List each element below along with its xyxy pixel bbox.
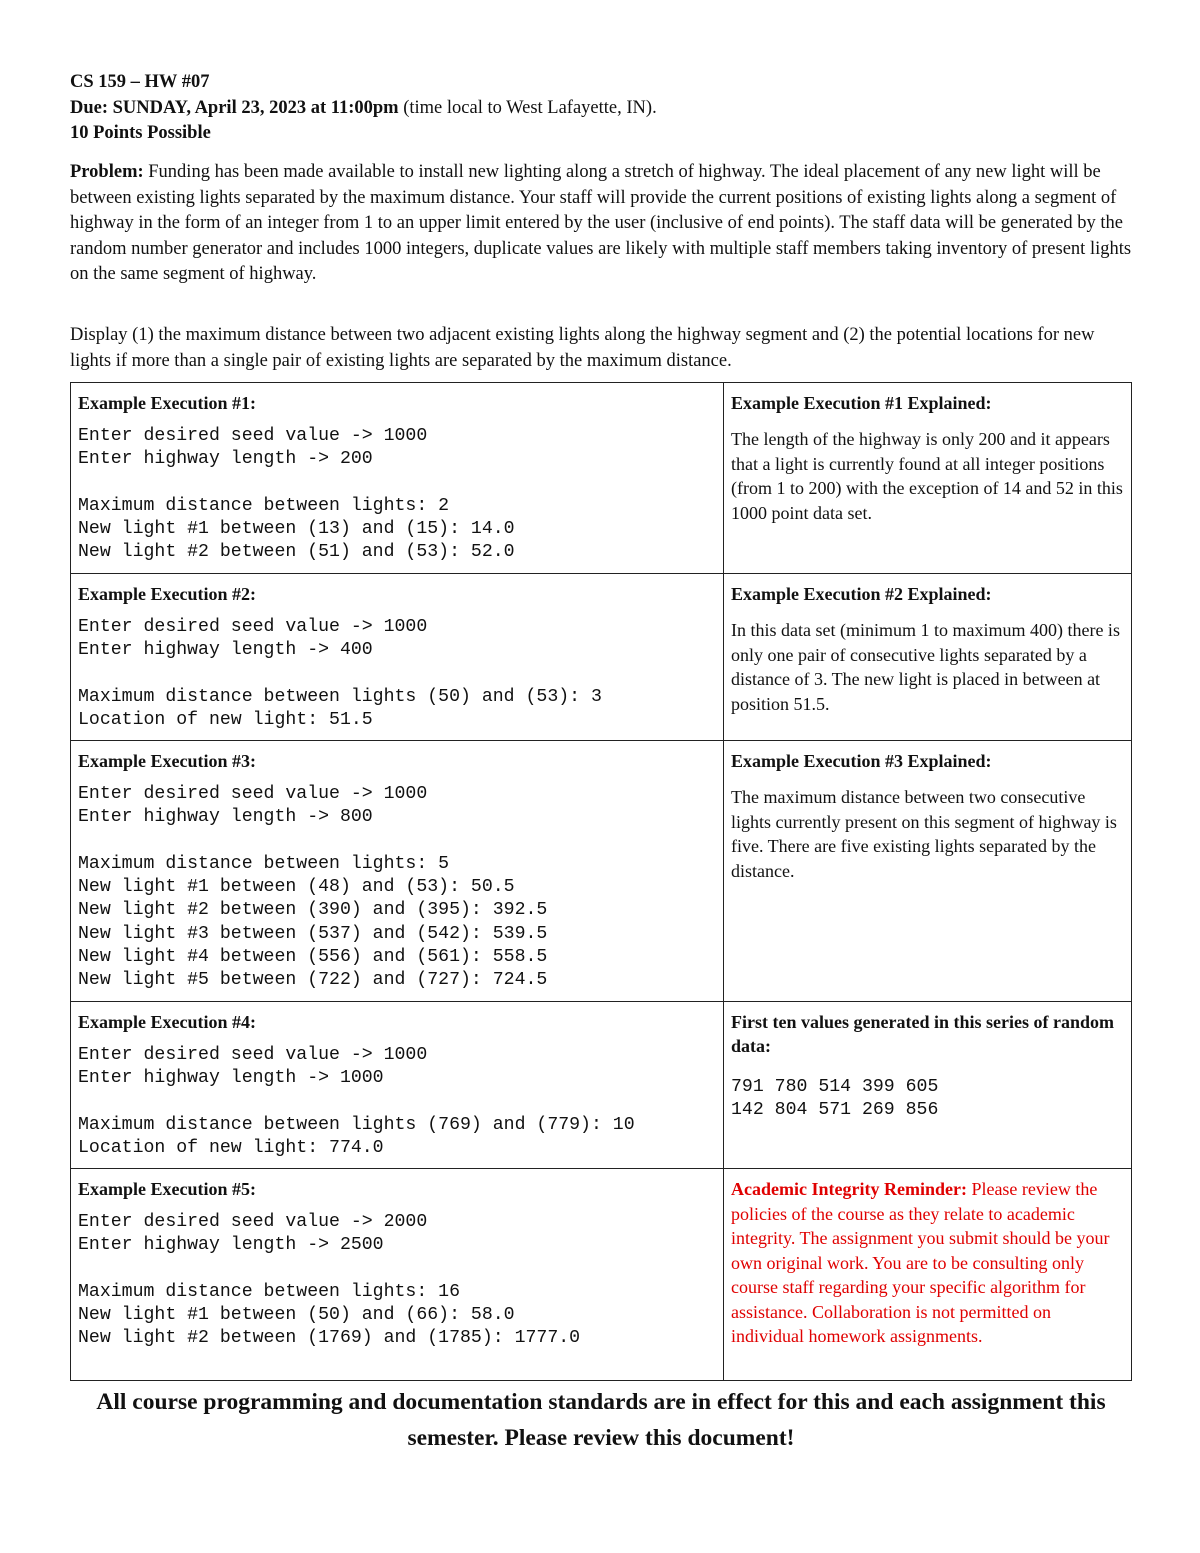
example-row xyxy=(71,741,1132,1002)
problem-label: Problem: xyxy=(70,162,144,182)
explanation-title: Example Execution #1 Explained: xyxy=(731,393,992,413)
example-output: Enter desired seed value -> 2000 Enter highway length -> 2500 Maximum distance between lights: 16 New light #1 between (50) and (66): 58.0 New light #2 between (1769) and (1785): 1777.0 xyxy=(78,1212,581,1349)
display-instructions: Display (1) the maximum distance between two adjacent existing lights along the highway segment and (2) the potential locations for new lights if more than a single pair of existing lights are separated by the maximum distance. xyxy=(70,325,1095,371)
example-cell xyxy=(71,1169,724,1381)
integrity-reminder-text: Please review the policies of the course as they relate to academic integrity. The assignment you submit should be your own original work. You are to be consulting only course staff regarding your specific algorithm for assistance. Collaboration is not permitted on individual homework assignments. xyxy=(731,1179,1110,1346)
example-cell xyxy=(71,574,724,741)
example-title: Example Execution #2: xyxy=(78,584,256,604)
due-note: (time local to West Lafayette, IN). xyxy=(398,97,657,118)
standards-notice: All course programming and documentation standards are in effect for this and each assignment this semester. Please review this document! xyxy=(96,1389,1106,1451)
random-values-cell xyxy=(724,1002,1132,1169)
due-line xyxy=(70,96,657,122)
integrity-reminder-cell xyxy=(724,1169,1132,1381)
random-values-list: 791 780 514 399 605 142 804 571 269 856 xyxy=(731,1077,939,1121)
example-cell xyxy=(71,1002,724,1169)
explanation-title: Example Execution #3 Explained: xyxy=(731,751,992,771)
explanation-cell xyxy=(724,741,1132,1002)
explanation-text: The maximum distance between two consecutive lights currently present on this segment of highway is five. There are five existing lights separated by the distance. xyxy=(731,787,1117,881)
integrity-reminder-title: Academic Integrity Reminder: xyxy=(731,1179,967,1199)
example-row xyxy=(71,574,1132,741)
due-label: Due: SUNDAY, April 23, 2023 at 11:00pm xyxy=(70,97,399,118)
example-output: Enter desired seed value -> 1000 Enter highway length -> 400 Maximum distance between lights (50) and (53): 3 Location of new light: 51.5 xyxy=(78,617,602,731)
explanation-cell xyxy=(724,574,1132,741)
example-output: Enter desired seed value -> 1000 Enter highway length -> 1000 Maximum distance between lights (769) and (779): 10 Location of new light: 774.0 xyxy=(78,1045,635,1159)
example-title: Example Execution #3: xyxy=(78,751,256,771)
explanation-cell xyxy=(724,383,1132,574)
example-cell xyxy=(71,741,724,1002)
problem-text: Funding has been made available to install new lighting along a stretch of highway. The ideal placement of any new light will be between existing lights separated by the maximum distance. Your staff will provide the current positions of existing lights along a segment of highway in the form of an integer from 1 to an upper limit entered by the user (inclusive of end points). The staff data will be generated by the random number generator and includes 1000 integers, duplicate values are likely with multiple staff members taking inventory of present lights on the same segment of highway. xyxy=(70,162,1132,284)
example-row xyxy=(71,383,1132,574)
problem-statement xyxy=(70,160,1132,288)
explanation-text: In this data set (minimum 1 to maximum 400) there is only one pair of consecutive lights separated by a distance of 3. The new light is placed in between at position 51.5. xyxy=(731,620,1120,714)
explanation-title: Example Execution #2 Explained: xyxy=(731,584,992,604)
explanation-text: The length of the highway is only 200 and it appears that a light is currently found at all integer positions (from 1 to 200) with the exception of 14 and 52 in this 1000 point data set. xyxy=(731,429,1123,523)
example-title: Example Execution #1: xyxy=(78,393,256,413)
example-title: Example Execution #5: xyxy=(78,1179,256,1199)
random-values-title: First ten values generated in this series of random data: xyxy=(731,1012,1114,1056)
integrity-reminder xyxy=(731,1177,1124,1349)
example-row xyxy=(71,1002,1132,1169)
example-cell xyxy=(71,383,724,574)
example-output: Enter desired seed value -> 1000 Enter highway length -> 800 Maximum distance between lights: 5 New light #1 between (48) and (53): 50.5 New light #2 between (390) and (395): 392.5 New light #3 between (537) and (542): 539.5 New light #4 between (556) and (561): 558.5 New light #5 between (722) and (727): 724.5 xyxy=(78,784,548,991)
points-line: 10 Points Possible xyxy=(70,123,211,143)
assignment-header xyxy=(70,70,657,147)
example-output: Enter desired seed value -> 1000 Enter highway length -> 200 Maximum distance between lights: 2 New light #1 between (13) and (15): 14.0 New light #2 between (51) and (53): 52.0 xyxy=(78,426,515,563)
examples-table xyxy=(70,382,1132,1381)
course-line: CS 159 – HW #07 xyxy=(70,72,210,92)
example-row xyxy=(71,1169,1132,1381)
example-title: Example Execution #4: xyxy=(78,1012,256,1032)
